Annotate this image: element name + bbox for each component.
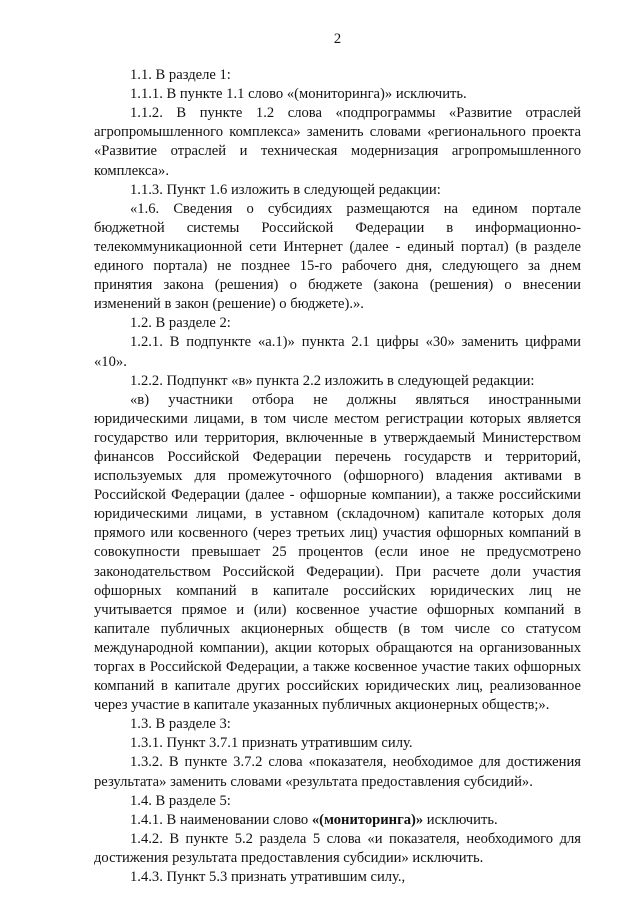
paragraph-1-3-1: 1.3.1. Пункт 3.7.1 признать утратившим силу. [130,735,413,752]
paragraph-quote-1-6: «1.6. Сведения о субсидиях размещаются на едином портале бюджетной системы Российской Федерации в информационно-телекоммуникационной сети Интернет (далее - единый портал) (в разделе единого портала) не позднее 15-го рабочего дня, следующего за днем принятия закона (решения) о бюджете (закона (решения) о внесении изменений в закон (решение) о бюджете).». [94,200,581,313]
paragraph-1-4-1-end: исключить. [423,811,498,828]
paragraph-1-1-3: 1.1.3. Пункт 1.6 изложить в следующей редакции: [130,181,441,198]
paragraph-1-4: 1.4. В разделе 5: [130,792,231,809]
paragraph-quote-v: «в) участники отбора не должны являться иностранными юридическими лицами, в том числе местом регистрации которых является государство или территория, включенные в утверждаемый Министерством финансов Российской Федерации перечень государств и территорий, используемых для промежуточного (офшорного) владения активами в Российской Федерации (далее - офшорные компании), а также российскими юридическими лицами, в уставном (складочном) капитале которых доля прямого или косвенного (через третьих лиц) участия офшорных компаний в совокупности превышает 25 процентов (если иное не предусмотрено законодательством Российской Федерации). При расчете доли участия офшорных компаний в капитале российских юридических лиц не учитывается прямое и (или) косвенное участие офшорных компаний в капитале публичных акционерных обществ (в том числе со статусом международной компании), акции которых обращаются на организованных торгах в Российской Федерации, а также косвенное участие таких офшорных компаний в капитале других российских юридических лиц, реализованное через участие в капитале указанных публичных акционерных обществ;». [94,391,581,714]
page-number: 2 [333,31,342,47]
paragraph-1-4-3: 1.4.3. Пункт 5.3 признать утратившим силу., [130,869,406,886]
paragraph-1-1-2: 1.1.2. В пункте 1.2 слова «подпрограммы «Развитие отраслей агропромышленного комплекса» заменить словами «регионального проекта «Развитие отраслей и техническая модернизация агропромышленного комплекса». [94,105,581,179]
paragraph-1-2-2: 1.2.2. Подпункт «в» пункта 2.2 изложить в следующей редакции: [130,372,535,389]
paragraph-1-4-2: 1.4.2. В пункте 5.2 раздела 5 слова «и показателя, необходимого для достижения результата предоставления субсидии» исключить. [94,830,581,866]
bold-term-monitoring: «(мониторинга)» [311,811,424,828]
paragraph-1-3-2: 1.3.2. В пункте 3.7.2 слова «показателя, необходимое для достижения результата» заменить словами «результата предоставления субсидий». [94,754,581,790]
paragraph-1-4-1-start: 1.4.1. В наименовании слово [130,811,312,828]
paragraph-1-2-1: 1.2.1. В подпункте «а.1)» пункта 2.1 цифры «30» заменить цифрами «10». [94,334,581,370]
paragraph-1-4-1 [94,811,581,830]
paragraph-1-1-1: 1.1.1. В пункте 1.1 слово «(мониторинга)» исключить. [130,86,467,103]
paragraph-1-1: 1.1. В разделе 1: [130,67,231,84]
paragraph-1-2: 1.2. В разделе 2: [130,315,231,332]
paragraph-1-3: 1.3. В разделе 3: [130,716,231,733]
